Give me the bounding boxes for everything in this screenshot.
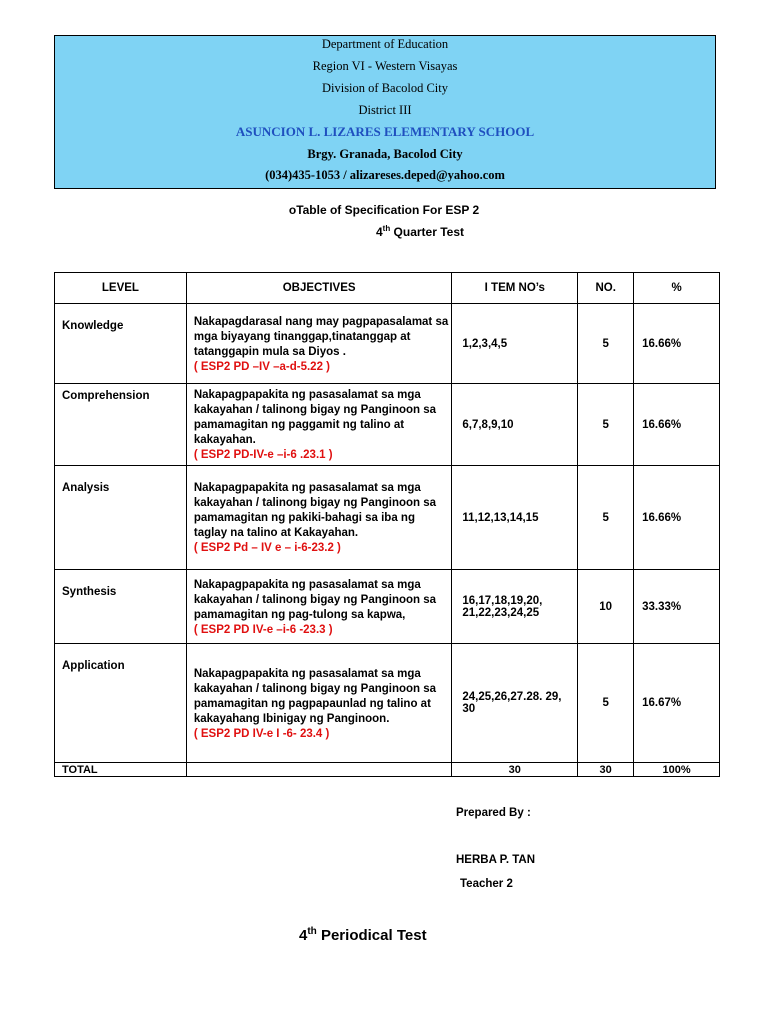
spec-title: oTable of Specification For ESP 2 [288,203,480,217]
row-no: 5 [578,304,634,384]
row-level: Synthesis [55,570,187,644]
objective-text: Nakapagdarasal nang may pagpapasalamat sa mga biyayang tinanggap,tinatanggap at tatanggapin mula sa Diyos . [193,315,449,358]
row-no: 10 [578,570,634,644]
periodical-num: 4 [299,927,308,944]
periodical-rest: Periodical Test [316,927,427,944]
school-header [54,35,716,189]
objective-text: Nakapagpapakita ng pasasalamat sa mga kakayahan / talinong bigay ng Panginoon sa pamamagitan ng pakiki-bahagi sa iba ng taglay na talino at Kakayahan. [193,482,437,539]
total-percent: 100% [634,763,720,777]
quarter-title [0,225,768,239]
objective-text: Nakapagpapakita ng pasasalamat sa mga kakayahan / talinong bigay ng Panginoon sa pamamagitan ng pagpapaunlad ng talino at kakayahang Ibinigay ng Panginoon. [193,667,437,725]
total-no: 30 [578,763,634,777]
row-level: Knowledge [55,304,187,384]
objective-text: Nakapagpapakita ng pasasalamat sa mga kakayahan / talinong bigay ng Panginoon sa pamamagitan ng paggamit ng talino at kakayahan. [193,389,437,446]
school-contact: (034)435-1053 / alizareses.deped@yahoo.com [265,168,505,182]
periodical-title [299,927,427,944]
row-objective [186,644,452,763]
row-items: 6,7,8,9,10 [452,384,578,466]
competency-code: ( ESP2 Pd – IV e – i-6-23.2 ) [193,542,341,554]
total-items: 30 [452,763,578,777]
division-name: Division of Bacolod City [321,81,449,95]
row-objective [186,304,452,384]
header-level: LEVEL [55,273,187,304]
row-no: 5 [578,644,634,763]
table-row [55,304,720,384]
row-items: 11,12,13,14,15 [452,466,578,570]
row-percent: 33.33% [634,570,720,644]
competency-code: ( ESP2 PD-IV-e –i-6 .23.1 ) [193,449,333,461]
row-items: 16,17,18,19,20, 21,22,23,24,25 [452,570,578,644]
objective-text: Nakapagpapakita ng pasasalamat sa mga kakayahan / talinong bigay ng Panginoon sa pamamagitan ng pag-tulong sa kapwa, [193,578,437,621]
school-address: Brgy. Granada, Bacolod City [307,147,463,161]
specification-table [54,272,720,777]
row-percent: 16.66% [634,466,720,570]
quarter-rest: Quarter Test [390,225,465,239]
school-name: ASUNCION L. LIZARES ELEMENTARY SCHOOL [235,124,535,139]
row-objective [186,384,452,466]
total-row [55,763,720,777]
header-objectives: OBJECTIVES [186,273,452,304]
periodical-sup: th [307,926,317,937]
competency-code: ( ESP2 PD IV-e –i-6 -23.3 ) [193,623,333,636]
row-items: 1,2,3,4,5 [452,304,578,384]
table-row [55,570,720,644]
header-percent: % [634,273,720,304]
row-level: Analysis [55,466,187,570]
preparer-role: Teacher 2 [460,878,513,890]
table-row [55,384,720,466]
row-objective [186,466,452,570]
region-name: Region VI - Western Visayas [312,59,458,73]
total-objective [186,763,452,777]
quarter-num: 4 [375,225,383,239]
table-row [55,644,720,763]
row-items: 24,25,26,27.28. 29, 30 [452,644,578,763]
competency-code: ( ESP2 PD –IV –a-d-5.22 ) [193,360,330,373]
header-item-nos: I TEM NO’s [452,273,578,304]
row-percent: 16.66% [634,384,720,466]
prepared-by-label: Prepared By : [456,807,531,819]
row-percent: 16.67% [634,644,720,763]
row-no: 5 [578,384,634,466]
dept-name: Department of Education [321,37,449,51]
total-label: TOTAL [55,763,187,777]
row-level: Application [55,644,187,763]
header-no: NO. [578,273,634,304]
district-name: District III [358,103,412,117]
row-no: 5 [578,466,634,570]
table-header-row [55,273,720,304]
preparer-name: HERBA P. TAN [456,854,536,866]
table-row [55,466,720,570]
row-percent: 16.66% [634,304,720,384]
quarter-sup: th [382,224,391,233]
row-level: Comprehension [55,384,187,466]
row-objective [186,570,452,644]
competency-code: ( ESP2 PD IV-e I -6- 23.4 ) [193,727,330,740]
